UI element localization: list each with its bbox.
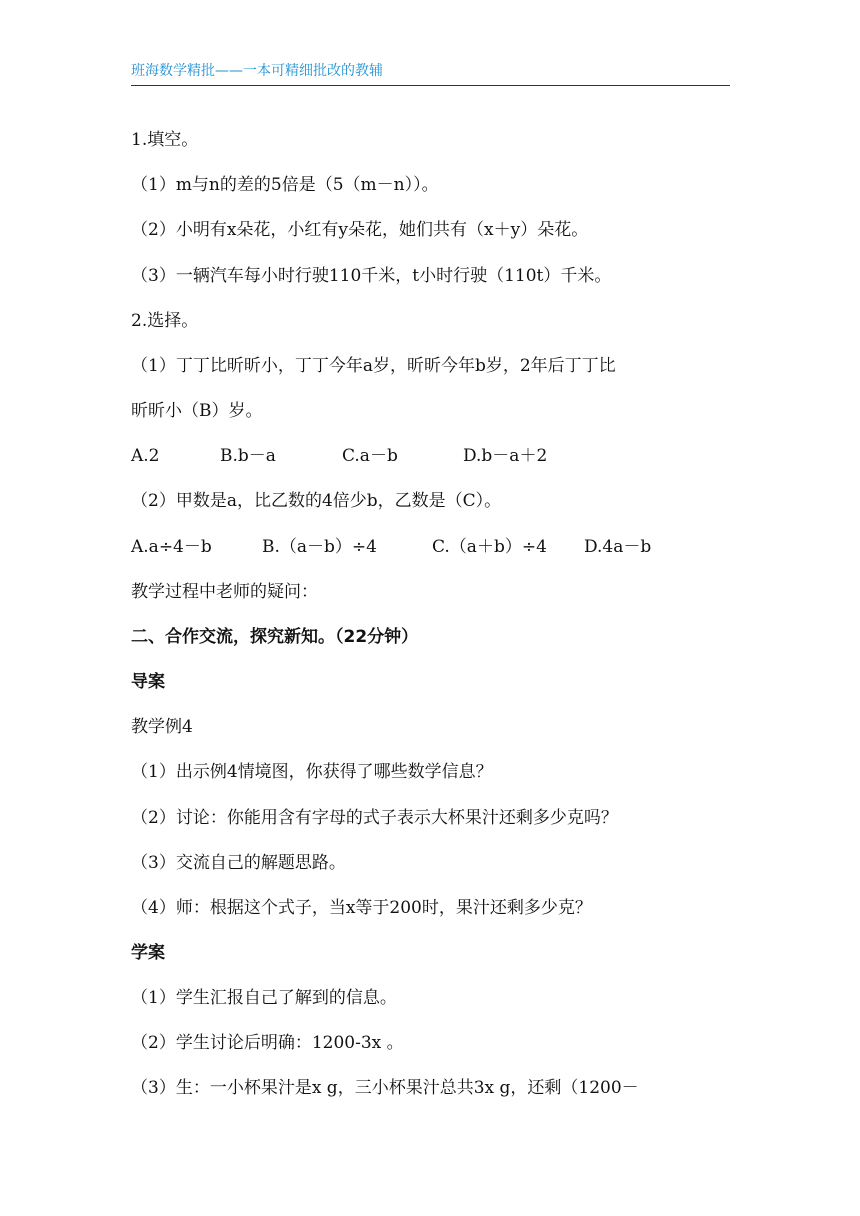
fill-in-item-2: （2）小明有x朵花，小红有y朵花，她们共有（x＋y）朵花。 [131, 220, 589, 240]
guide-step-4: （4）师：根据这个式子，当x等于200时，果汁还剩多少克？ [131, 898, 592, 918]
guide-step-1: （1）出示例4情境图，你获得了哪些数学信息？ [131, 762, 493, 782]
guide-step-3: （3）交流自己的解题思路。 [131, 853, 346, 873]
fill-in-item-3: （3）一辆汽车每小时行驶110千米，t小时行驶（110t）千米。 [131, 266, 612, 286]
choice-1-option-b: B.b－a [220, 446, 276, 466]
choice-1-option-c: C.a－b [342, 446, 398, 466]
teacher-question-label: 教学过程中老师的疑问： [131, 582, 318, 602]
choice-1-option-d: D.b－a＋2 [463, 446, 548, 466]
choice-1-option-a: A.2 [131, 446, 160, 466]
study-step-1: （1）学生汇报自己了解到的信息。 [131, 988, 397, 1008]
choice-2-option-b: B.（a－b）÷4 [262, 537, 377, 557]
header-title: 班海数学精批——一本可精细批改的教辅 [131, 63, 383, 79]
page-header [131, 61, 730, 86]
choice-item-2: （2）甲数是a，比乙数的4倍少b，乙数是（C）。 [131, 491, 502, 511]
example-title: 教学例4 [131, 717, 193, 737]
study-plan-heading: 学案 [131, 943, 165, 963]
section-fill-in-title: 1.填空。 [131, 130, 199, 150]
fill-in-item-1: （1）m与n的差的5倍是（5（m－n））。 [131, 175, 439, 195]
choice-2-option-a: A.a÷4－b [131, 537, 212, 557]
choice-2-option-d: D.4a－b [584, 537, 652, 557]
section-heading-cooperation: 二、合作交流，探究新知。（22分钟） [131, 627, 419, 647]
section-choice-title: 2.选择。 [131, 311, 199, 331]
study-step-3: （3）生：一小杯果汁是x g，三小杯果汁总共3x g，还剩（1200－ [131, 1078, 639, 1098]
guide-plan-heading: 导案 [131, 672, 165, 692]
choice-2-option-c: C.（a＋b）÷4 [432, 537, 547, 557]
choice-item-1-line-1: （1）丁丁比昕昕小，丁丁今年a岁，昕昕今年b岁，2年后丁丁比 [131, 356, 616, 376]
study-step-2: （2）学生讨论后明确：1200-3x 。 [131, 1033, 404, 1053]
guide-step-2: （2）讨论：你能用含有字母的式子表示大杯果汁还剩多少克吗？ [131, 808, 618, 828]
choice-item-1-line-2: 昕昕小（B）岁。 [131, 401, 263, 421]
